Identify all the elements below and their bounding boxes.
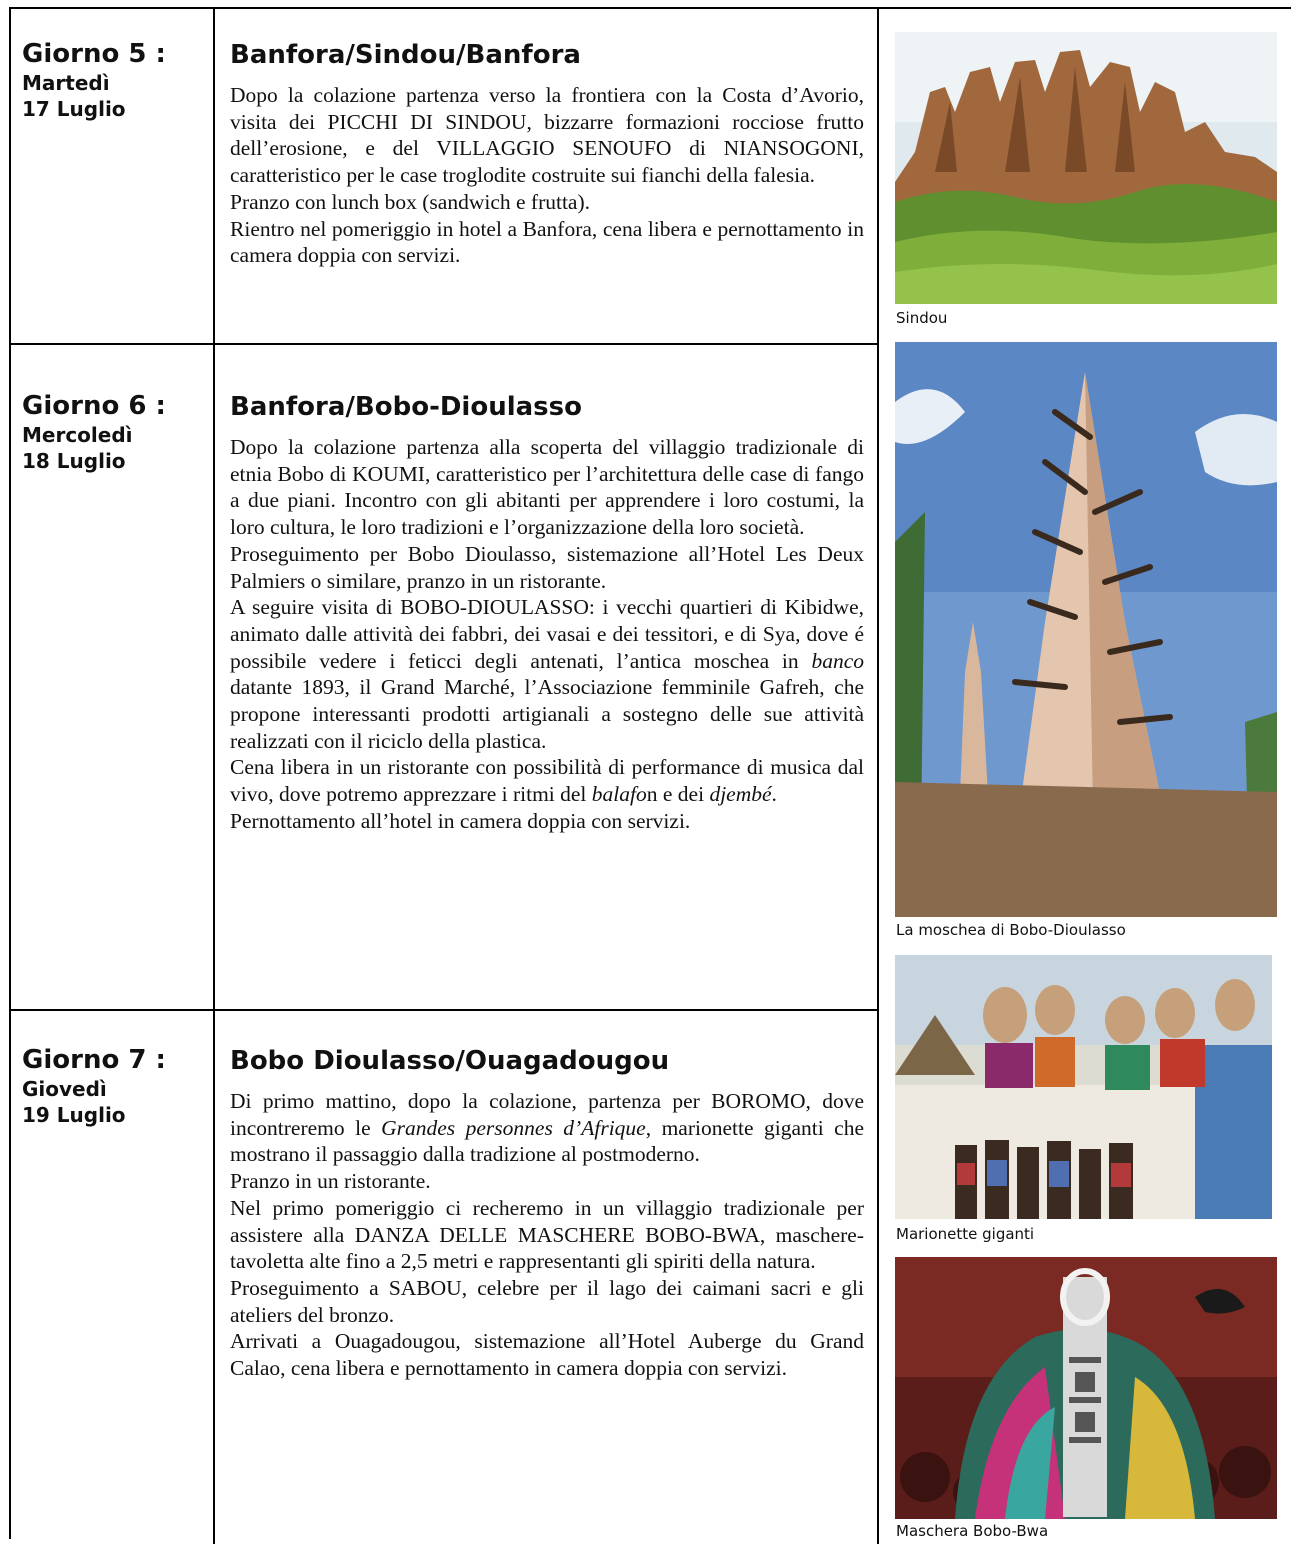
day-label [22,38,207,122]
route-title: Banfora/Bobo-Dioulasso [230,392,582,422]
paragraph: Nel primo pomeriggio ci recheremo in un villaggio tradizionale per assistere alla DANZA DELLE MASCHERE BOBO-BWA, maschere-tavoletta alte fino a 2,5 metri e rappresentanti gli spiriti della natura. [230,1195,864,1274]
row-divider [9,343,879,345]
route-title: Bobo Dioulasso/Ouagadougou [230,1046,670,1076]
day-number: Giorno 5 : [22,39,166,69]
day-content [230,390,864,835]
paragraph [230,1088,864,1168]
day-date: 17 Luglio [22,97,126,121]
day-label [22,1044,207,1128]
paragraph: Dopo la colazione partenza alla scoperta del villaggio tradizionale di etnia Bobo di KOUMI, caratteristico per l’architettura delle case di fango a due piani. Incontro con gli abitanti per apprendere i loro costumi, la loro cultura, le loro tradizioni e l’organizzazione della loro società. [230,435,864,540]
column-divider [213,7,215,1544]
day-content [230,1044,864,1382]
text-run: datante 1893, il Grand Marché, l’Associazione femminile Gafreh, che propone interessanti prodotti artigianali a sostegno delle sue attività realizzati con il riciclo della plastica. [230,675,864,753]
paragraph: Arrivati a Ouagadougou, sistemazione all’Hotel Auberge du Grand Calao, cena libera e pernottamento in camera doppia con servizi. [230,1329,864,1381]
day-number: Giorno 6 : [22,391,166,421]
text-run: , marionette giganti che mostrano il passaggio dalla tradizione al postmoderno. [230,1115,865,1167]
text-run: . [771,782,777,807]
mask-photo [895,1257,1277,1519]
paragraph [230,594,864,754]
day-date: 18 Luglio [22,449,126,473]
paragraph: Rientro nel pomeriggio in hotel a Banfora, cena libera e pernottamento in camera doppia con servizi. [230,216,864,268]
italic-term: djembé [709,782,772,807]
text-run: A seguire visita di BOBO-DIOULASSO: i vecchi quartieri di Kibidwe, animato dalle attività dei fabbri, dei vasai e dei tessitori, e di Sya, dove é possibile vedere i feticci degli antenati, l’antica moschea in [230,595,864,673]
text-run: n e dei [646,782,705,807]
top-border [879,7,1291,9]
photo-caption: La moschea di Bobo-Dioulasso [896,921,1126,939]
photo-caption: Marionette giganti [896,1225,1035,1243]
italic-term: balafo [591,782,647,807]
paragraph: Proseguimento a SABOU, celebre per il lago dei caimani sacri e gli ateliers del bronzo. [230,1275,864,1327]
paragraph: Dopo la colazione partenza verso la frontiera con la Costa d’Avorio, visita dei PICCHI DI SINDOU, bizzarre formazioni rocciose frutto dell’erosione, e del VILLAGGIO SENOUFO di NIANSOGONI, caratteristico per le case troglodite costruite sui fianchi della falesia. [230,83,864,188]
row-divider [9,1009,879,1011]
photo-caption: Maschera Bobo-Bwa [896,1522,1049,1540]
day-content [230,38,864,269]
photo-caption: Sindou [896,309,948,327]
paragraph: Pranzo con lunch box (sandwich e frutta). [230,189,591,214]
paragraph [230,754,864,807]
rock-pinnacles-photo [895,32,1277,304]
day-weekday: Martedì [22,71,110,95]
paragraph: Pernottamento all’hotel in camera doppia con servizi. [230,808,691,833]
paragraph: Proseguimento per Bobo Dioulasso, sistemazione all’Hotel Les Deux Palmiers o similare, pranzo in un ristorante. [230,541,864,593]
day-weekday: Mercoledì [22,423,133,447]
right-border [877,7,879,1544]
puppets-photo [895,955,1272,1219]
day-date: 19 Luglio [22,1103,126,1127]
route-title: Banfora/Sindou/Banfora [230,40,581,70]
italic-term: banco [811,648,865,673]
mosque-photo [895,342,1277,917]
text-run: Di primo mattino, dopo la colazione, partenza per BOROMO, dove incontreremo le [230,1089,864,1140]
day-weekday: Giovedì [22,1077,107,1101]
day-number: Giorno 7 : [22,1045,166,1075]
day-label [22,390,207,474]
paragraph: Pranzo in un ristorante. [230,1169,431,1194]
text-run: Cena libera in un ristorante con possibilità di performance di musica dal vivo, dove potremo apprezzare i ritmi del [230,755,864,807]
italic-term: Grandes personnes d’Afrique [381,1115,646,1140]
